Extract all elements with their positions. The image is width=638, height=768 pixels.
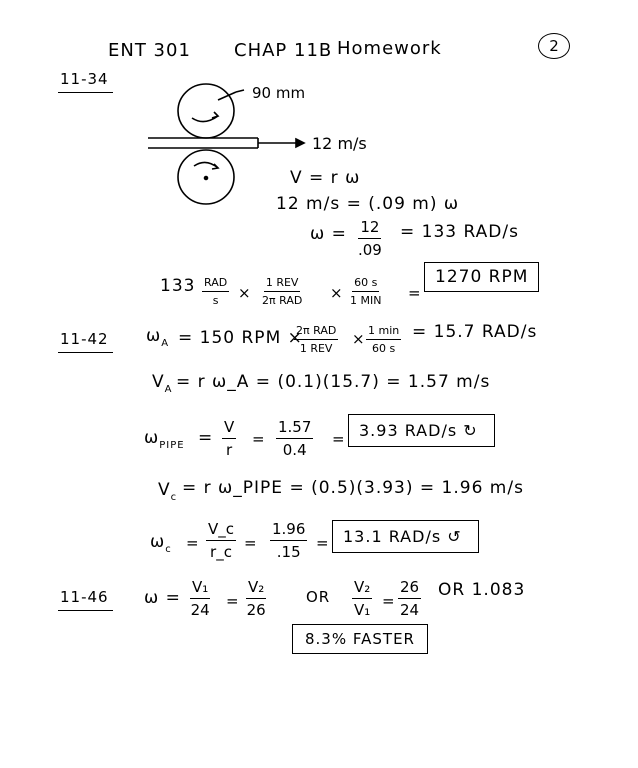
equals-sign: =	[382, 592, 395, 610]
page-number: 2	[538, 33, 570, 59]
answer-box-11-46: 8.3% FASTER	[292, 624, 428, 654]
ratio-fraction-3: $\frac{\text{V₂}}{\text{V₁}}$	[354, 578, 371, 619]
equals-sign: =	[226, 592, 239, 610]
times-sign: ×	[352, 330, 365, 348]
answer-box-omega-pipe: 3.93 RAD/s ↻	[348, 414, 495, 447]
omega-a-result: = 15.7 RAD/s	[412, 322, 538, 342]
equals-sign: =	[408, 284, 421, 302]
answer-box-omega-c: 13.1 RAD/s ↺	[332, 520, 479, 553]
equals-sign: =	[244, 534, 257, 552]
problem-label-11-34: 11-34	[60, 70, 109, 88]
eq-omega-result: = 133 RAD/s	[400, 222, 519, 242]
or-ratio-result: OR 1.083	[438, 580, 526, 600]
omega-relation-lhs: ω =	[144, 588, 181, 608]
course-code: ENT 301	[108, 40, 191, 61]
ratio-fraction-2: $\frac{\text{V₂}}{26}$	[246, 578, 266, 619]
conversion-factor-1: RAD s	[204, 276, 228, 307]
omega-pipe-equals: =	[198, 428, 214, 448]
times-sign: ×	[330, 284, 343, 302]
omega-a-factor-2: 1 min 60 s	[368, 324, 400, 355]
answer-box-11-34: 1270 RPM	[424, 262, 539, 292]
equals-sign: =	[252, 430, 265, 448]
eq-v-equals-r-omega: V = r ω	[290, 168, 361, 188]
eq-omega-lhs: ω =	[310, 224, 347, 244]
equals-sign: =	[332, 430, 345, 448]
omega-c-fraction-1: $\frac{V\_c}{r\_c}$	[208, 520, 235, 561]
speed-label: 12 m/s	[312, 134, 367, 153]
conversion-factor-2: 1 REV 2π RAD	[262, 276, 303, 307]
eq-omega-fraction: $\frac{12}{.09}$	[358, 218, 382, 259]
ratio-fraction-1: $\frac{\text{V₁}}{24}$	[190, 578, 210, 619]
ratio-fraction-4: $\frac{26}{24}$	[400, 578, 420, 619]
upper-roller	[178, 84, 234, 138]
omega-a-factor-1: 2π RAD 1 REV	[296, 324, 337, 355]
omega-c-symbol: $\omega_c$	[150, 532, 172, 555]
omega-a-rpm: = 150 RPM ×	[178, 328, 303, 348]
conversion-start: 133	[160, 276, 196, 296]
equals-sign: =	[316, 534, 329, 552]
problem-label-11-46: 11-46	[60, 588, 109, 606]
omega-pipe-fraction-2: $\frac{1.57}{0.4}$	[278, 418, 312, 459]
diameter-label: 90 mm	[252, 84, 306, 102]
equals-sign: =	[186, 534, 199, 552]
omega-pipe-symbol: $\omega_{PIPE}$	[144, 428, 185, 451]
velocity-c-symbol: $V_c$	[158, 480, 178, 503]
page-title: Homework	[337, 38, 442, 59]
velocity-a-equation: = r ω_A = (0.1)(15.7) = 1.57 m/s	[176, 372, 491, 392]
velocity-c-equation: = r ω_PIPE = (0.5)(3.93) = 1.96 m/s	[182, 478, 524, 498]
times-sign: ×	[238, 284, 251, 302]
problem-label-11-42: 11-42	[60, 330, 109, 348]
chapter-label: CHAP 11B	[234, 40, 333, 61]
omega-c-fraction-2: $\frac{1.96}{.15}$	[272, 520, 306, 561]
or-label-1: OR	[306, 588, 331, 606]
conversion-factor-3: 60 s 1 MIN	[350, 276, 382, 307]
eq-substitution: 12 m/s = (.09 m) ω	[276, 194, 460, 214]
omega-a-symbol: $\omega_A$	[146, 326, 170, 349]
velocity-a-symbol: $V_A$	[152, 372, 173, 395]
omega-pipe-fraction-1: $\frac{V}{r}$	[224, 418, 235, 459]
